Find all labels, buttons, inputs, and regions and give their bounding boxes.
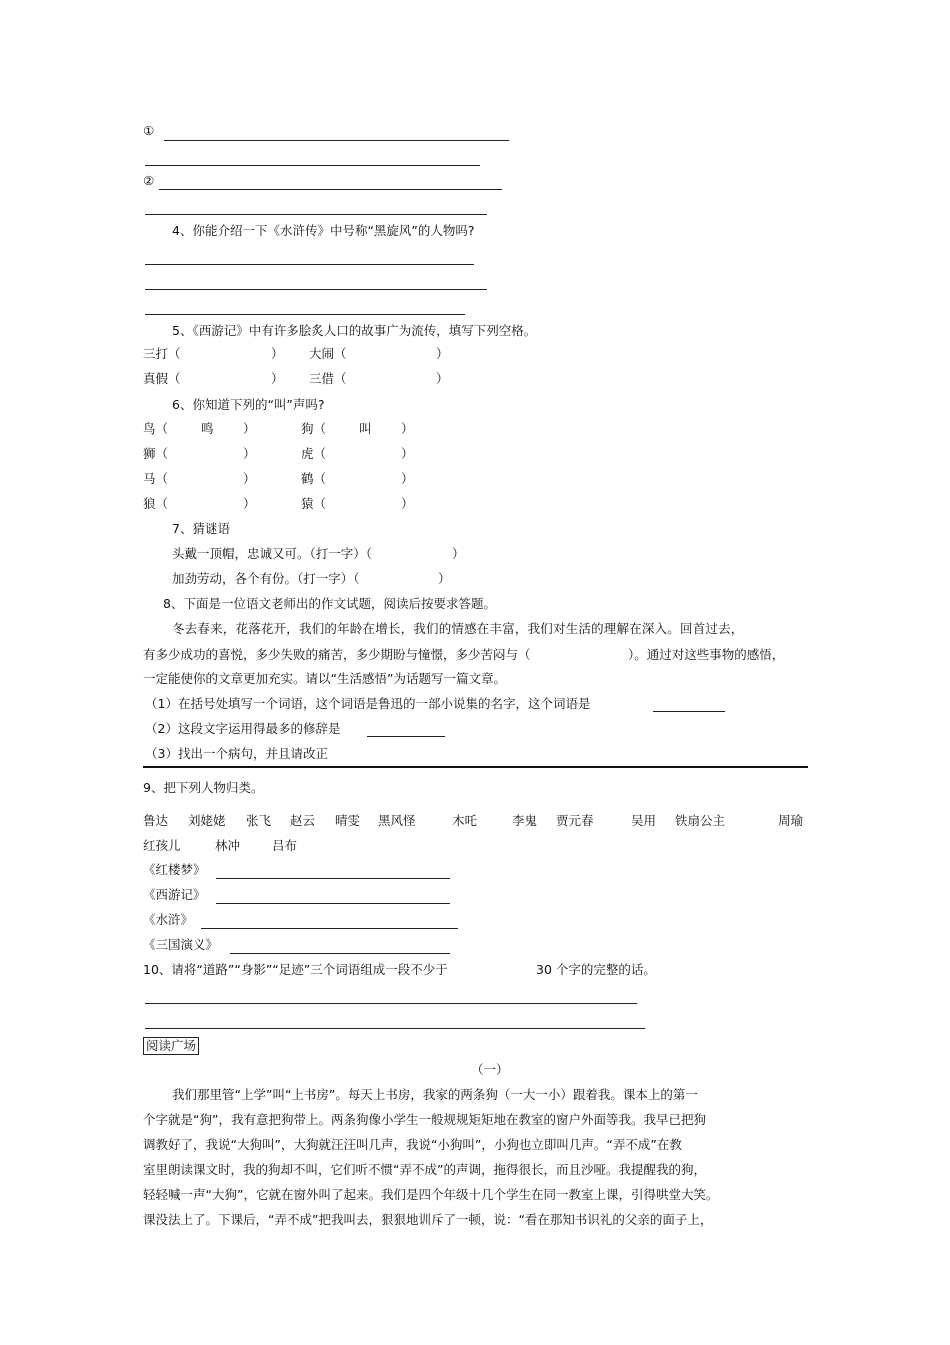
- answer-line: [145, 214, 487, 215]
- q9-name: 吕布: [272, 838, 298, 853]
- answer-line: [216, 903, 450, 904]
- reading-tag: 阅读广场: [143, 1037, 199, 1055]
- q6-close: ）: [243, 496, 256, 511]
- q9-book: 《红楼梦》: [143, 862, 206, 877]
- q9-name: 林冲: [215, 838, 241, 853]
- q9-book: 《水浒》: [143, 912, 194, 927]
- reading-paragraph-line: 课没法上了。下课后，“弄不成”把我叫去，狠狠地训斥了一顿，说：“看在那知书识礼的父亲的面子上，: [143, 1212, 713, 1227]
- answer-line: [653, 711, 725, 712]
- q9-name: 铁扇公主: [675, 813, 726, 828]
- q9-name: 木吒: [452, 813, 478, 828]
- q6-animal: 狼（: [143, 496, 169, 511]
- reading-paragraph-line: 轻轻喊一声“大狗”，它就在窗外叫了起来。我们是四个年级十几个学生在同一教室上课，引得哄堂大笑。: [143, 1187, 719, 1202]
- q5-item-close: ）: [436, 371, 449, 386]
- answer-marker-2: ②: [143, 173, 155, 188]
- q9-name: 红孩儿: [143, 838, 181, 853]
- q6-close: ）: [401, 496, 414, 511]
- q6-close: ）: [401, 446, 414, 461]
- q7-close: ）: [452, 546, 465, 561]
- q9-name: 张飞: [246, 813, 272, 828]
- answer-line: [145, 1028, 645, 1029]
- q7-riddle-2: 加劲劳动，各个有份。（打一字）（: [172, 571, 360, 586]
- q9-name: 黑风怪: [378, 813, 416, 828]
- q7-close: ）: [438, 571, 451, 586]
- answer-line: [145, 1003, 637, 1004]
- q6-animal: 猿（: [301, 496, 327, 511]
- q6-animal: 狗（: [301, 421, 327, 436]
- q5-item-close: ）: [271, 346, 284, 361]
- q5-item: 三打（: [143, 346, 181, 361]
- q9-book: 《三国演义》: [143, 937, 219, 952]
- q8-sub-3: （3）找出一个病句，并且请改正: [145, 746, 328, 761]
- q5-item-close: ）: [271, 371, 284, 386]
- q7-riddle-1: 头戴一顶帽，忠诚又可。（打一字）（: [172, 546, 373, 561]
- reading-paragraph-line: 我们那里管“上学”叫“上书房”。每天上书房，我家的两条狗（一大一小）跟着我。课本上的第一: [172, 1087, 698, 1102]
- q9-name: 鲁达: [143, 813, 169, 828]
- q6-close: ）: [401, 471, 414, 486]
- q5-item: 三借（: [309, 371, 347, 386]
- q6-fill: 鸣: [201, 421, 214, 436]
- q8-passage-line: ）。通过对这些事物的感悟，: [628, 647, 785, 662]
- q8-passage-line: 一定能使你的文章更加充实。请以“生活感悟”为话题写一篇文章。: [143, 671, 506, 686]
- q8-passage-line: 冬去春来，花落花开，我们的年龄在增长，我们的情感在丰富，我们对生活的理解在深入。回首过去，: [172, 621, 744, 636]
- reading-paragraph-line: 室里朗读课文时，我的狗却不叫，它们听不惯“弄不成”的声调，拖得很长，而且沙哑。我提醒我的狗，: [143, 1162, 706, 1177]
- q6-animal: 马（: [143, 471, 169, 486]
- q6-close: ）: [401, 421, 414, 436]
- q5-text: 5、《西游记》中有许多脍炙人口的故事广为流传，填写下列空格。: [172, 323, 537, 338]
- answer-line: [145, 264, 474, 265]
- q9-name: 晴雯: [335, 813, 361, 828]
- q6-close: ）: [243, 471, 256, 486]
- q6-animal: 鸟（: [143, 421, 169, 436]
- answer-line: [145, 314, 465, 315]
- q9-text: 9、把下列人物归类。: [143, 780, 264, 795]
- reading-paragraph-line: 个字就是“狗”，我有意把狗带上。两条狗像小学生一般规规矩矩地在教室的窗户外面等我。我早已把狗: [143, 1112, 706, 1127]
- q6-close: ）: [243, 446, 256, 461]
- q9-name: 李鬼: [512, 813, 538, 828]
- q7-text: 7、猜谜语: [172, 521, 230, 536]
- answer-line: [367, 736, 445, 737]
- answer-line: [145, 289, 487, 290]
- reading-section-number: （一）: [471, 1062, 509, 1077]
- answer-line: [164, 140, 509, 141]
- answer-marker-1: ①: [143, 123, 155, 138]
- q9-name: 赵云: [290, 813, 316, 828]
- q9-name: 刘姥姥: [188, 813, 226, 828]
- q5-item: 真假（: [143, 371, 181, 386]
- q6-close: ）: [243, 421, 256, 436]
- q6-animal: 虎（: [301, 446, 327, 461]
- q8-text: 8、下面是一位语文老师出的作文试题，阅读后按要求答题。: [163, 596, 496, 611]
- q6-fill: 叫: [359, 421, 372, 436]
- q5-item-close: ）: [436, 346, 449, 361]
- q10-text: 10、请将“道路”“身影”“足迹”三个词语组成一段不少于: [143, 962, 448, 977]
- q6-text: 6、你知道下列的“叫”声吗?: [172, 397, 325, 412]
- reading-paragraph-line: 调教好了，我说“大狗叫”，大狗就汪汪叫几声，我说“小狗叫”，小狗也立即叫几声。“弄不成”在教: [143, 1137, 682, 1152]
- answer-line: [216, 878, 450, 879]
- q6-animal: 狮（: [143, 446, 169, 461]
- q4-text: 4、你能介绍一下《水浒传》中号称“黑旋风”的人物吗?: [172, 223, 475, 238]
- q9-name: 吴用: [631, 813, 657, 828]
- q10-text-2: 30 个字的完整的话。: [536, 962, 656, 977]
- answer-line: [230, 953, 450, 954]
- answer-line: [159, 189, 502, 190]
- q8-passage-line: 有多少成功的喜悦，多少失败的痛苦，多少期盼与憧憬，多少苦闷与（: [143, 647, 531, 662]
- answer-line: [145, 165, 480, 166]
- q6-animal: 鹤（: [301, 471, 327, 486]
- section-divider: [143, 766, 808, 768]
- q5-item: 大闹（: [309, 346, 347, 361]
- q9-name: 贾元春: [556, 813, 594, 828]
- q9-book: 《西游记》: [143, 887, 206, 902]
- q8-sub-1: （1）在括号处填写一个词语，这个词语是鲁迅的一部小说集的名字，这个词语是: [145, 696, 591, 711]
- q9-name: 周瑜: [778, 813, 804, 828]
- answer-line: [201, 928, 458, 929]
- q8-sub-2: （2）这段文字运用得最多的修辞是: [145, 721, 341, 736]
